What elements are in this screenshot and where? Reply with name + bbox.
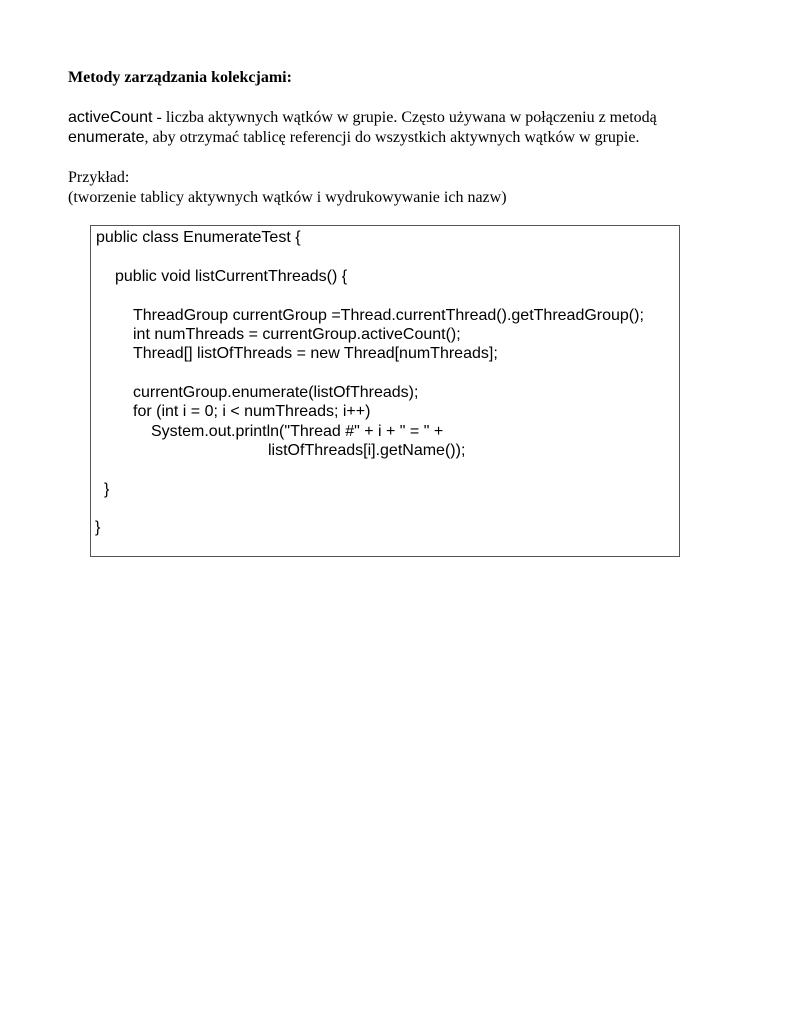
code-line: listOfThreads[i].getName()); (268, 442, 466, 459)
code-line: System.out.println("Thread #" + i + " = " + (151, 423, 444, 440)
code-line: public class EnumerateTest { (96, 229, 301, 246)
term-active-count: activeCount (68, 109, 153, 126)
code-line: currentGroup.enumerate(listOfThreads); (133, 384, 419, 401)
section-heading: Metody zarządzania kolekcjami: (68, 69, 292, 86)
example-caption: (tworzenie tablicy aktywnych wątków i wydrukowywanie ich nazw) (68, 189, 507, 206)
description-line-1 (68, 108, 657, 128)
description-line-2 (68, 128, 639, 148)
code-block (90, 225, 680, 557)
description-text-1: - liczba aktywnych wątków w grupie. Często używana w połączeniu z metodą (152, 109, 657, 126)
code-line: int numThreads = currentGroup.activeCount(); (133, 326, 461, 343)
code-line: } (95, 519, 101, 536)
code-line: } (104, 481, 110, 498)
code-line: for (int i = 0; i < numThreads; i++) (133, 403, 371, 420)
term-enumerate: enumerate (68, 129, 145, 146)
description-text-2: , aby otrzymać tablicę referencji do wszystkich aktywnych wątków w grupie. (144, 129, 640, 146)
code-line: Thread[] listOfThreads = new Thread[numThreads]; (133, 345, 498, 362)
example-label: Przykład: (68, 169, 130, 186)
code-line: ThreadGroup currentGroup =Thread.currentThread().getThreadGroup(); (133, 307, 644, 324)
code-line: public void listCurrentThreads() { (115, 268, 348, 285)
